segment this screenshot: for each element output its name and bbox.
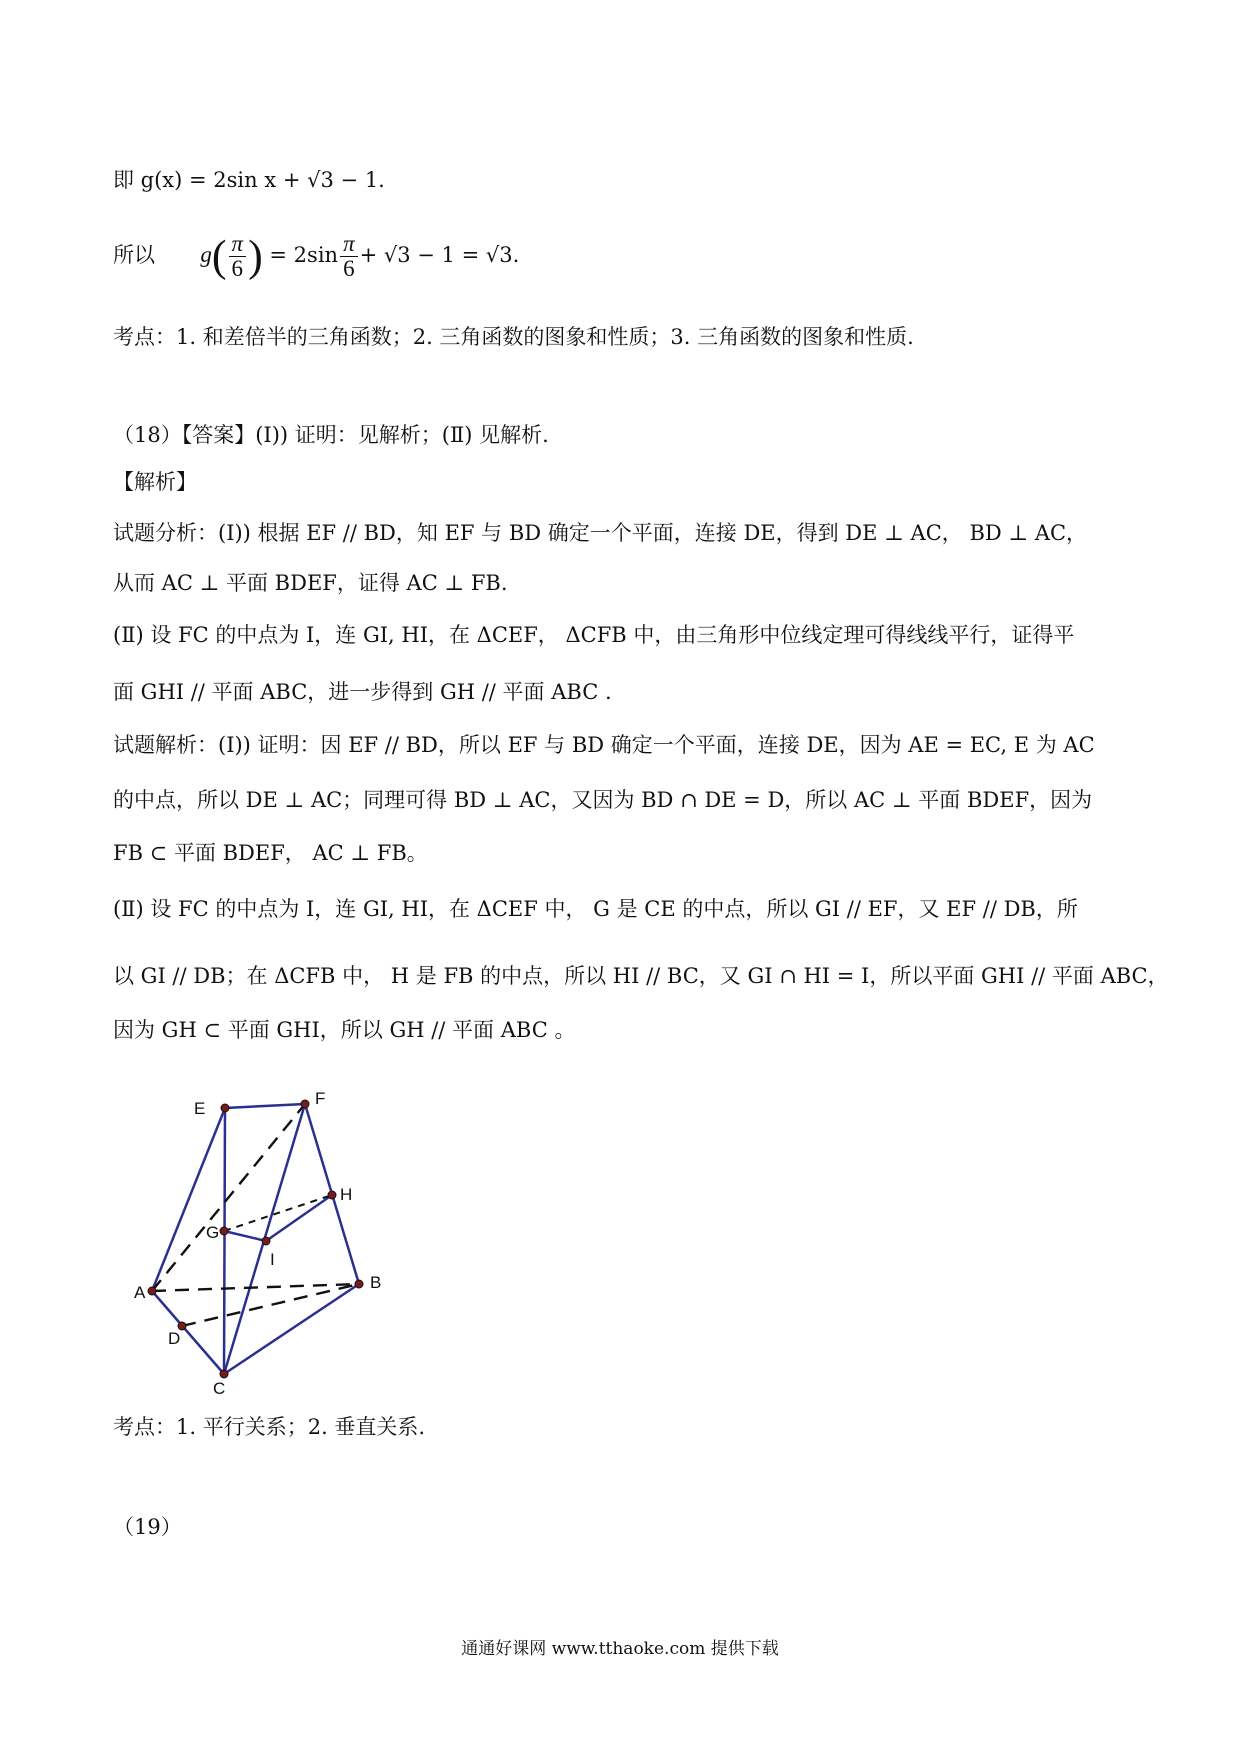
line-kaodian-1: 考点：1. 和差倍半的三角函数；2. 三角函数的图象和性质；3. 三角函数的图象和性质. <box>113 325 914 349</box>
page-footer: 通通好课网 www.tthaoke.com 提供下载 <box>461 1639 779 1659</box>
fraction-pi-6-b: $\frac{\pi}{6}$ <box>340 232 358 281</box>
label-D: D <box>168 1329 181 1348</box>
point-B <box>355 1280 363 1288</box>
label-F: F <box>315 1089 326 1108</box>
point-C <box>220 1370 228 1378</box>
point-G <box>220 1227 228 1235</box>
line-answer-18: （18）【答案】(Ⅰ)) 证明：见解析；(Ⅱ) 见解析. <box>113 423 549 447</box>
edge-GH-dashed <box>224 1195 332 1231</box>
label-E: E <box>194 1099 206 1118</box>
line-g-def: 即 g(x) = 2sin x + √3 − 1. <box>113 168 385 192</box>
line-analysis-2: 从而 AC ⊥ 平面 BDEF，证得 AC ⊥ FB. <box>113 571 508 595</box>
line-prefix: 所以 <box>113 243 155 267</box>
line-solution-6: 因为 GH ⊂ 平面 GHI，所以 GH // 平面 ABC 。 <box>113 1018 576 1042</box>
point-E <box>221 1104 229 1112</box>
point-A <box>148 1287 156 1295</box>
point-H <box>328 1191 336 1199</box>
edge-AB-dashed <box>152 1284 359 1291</box>
line-jiexi-heading: 【解析】 <box>113 470 197 494</box>
line-kaodian-2: 考点：1. 平行关系；2. 垂直关系. <box>113 1415 426 1439</box>
label-B: B <box>370 1273 382 1292</box>
label-H: H <box>340 1185 353 1204</box>
edge-CB <box>224 1284 359 1374</box>
edge-AC <box>152 1291 224 1374</box>
line-solution-5: 以 GI // DB；在 ΔCFB 中， H 是 FB 的中点，所以 HI // BC，又 GI ∩ HI = I，所以平面 GHI // 平面 ABC， <box>113 964 1169 988</box>
label-C: C <box>213 1379 226 1398</box>
formula-mid: = 2sin <box>269 243 339 267</box>
edge-EF <box>225 1104 305 1108</box>
func-g: g <box>200 242 212 267</box>
line-solution-4: (Ⅱ) 设 FC 的中点为 I，连 GI, HI，在 ΔCEF 中， G 是 CE 的中点，所以 GI // EF，又 EF // DB，所 <box>113 897 1078 921</box>
line-analysis-3: (Ⅱ) 设 FC 的中点为 I，连 GI, HI，在 ΔCEF， ΔCFB 中，由三角形中位线定理可得线线平行，证得平 <box>113 623 1075 647</box>
label-I: I <box>270 1250 275 1269</box>
edge-DB-dashed <box>182 1284 359 1326</box>
line-solution-3: FB ⊂ 平面 BDEF， AC ⊥ FB。 <box>113 841 428 865</box>
line-solution-2: 的中点，所以 DE ⊥ AC；同理可得 BD ⊥ AC，又因为 BD ∩ DE = D，所以 AC ⊥ 平面 BDEF，因为 <box>113 788 1093 812</box>
point-F <box>301 1100 309 1108</box>
line-g-pi6: 所以 g( $\frac{\pi}{6}$ ) = 2sin $\frac{\pi}{6}$ + √3 − 1 = √3. <box>113 231 520 281</box>
line-analysis-4: 面 GHI // 平面 ABC，进一步得到 GH // 平面 ABC . <box>113 680 612 704</box>
fraction-pi-6: $\frac{\pi}{6}$ <box>229 232 247 281</box>
label-A: A <box>134 1283 146 1302</box>
formula-tail: + √3 − 1 = √3. <box>359 243 520 267</box>
line-question-19: （19） <box>113 1515 182 1539</box>
edge-EA <box>152 1108 225 1291</box>
edge-GI <box>224 1231 266 1241</box>
label-G: G <box>206 1223 220 1242</box>
edge-EC <box>224 1108 225 1374</box>
line-analysis-1: 试题分析：(Ⅰ)) 根据 EF // BD，知 EF 与 BD 确定一个平面，连接 DE，得到 DE ⊥ AC， BD ⊥ AC， <box>113 521 1088 545</box>
point-I <box>262 1237 270 1245</box>
edge-AF-dashed <box>152 1104 305 1291</box>
geometry-figure <box>130 1080 410 1400</box>
line-solution-1: 试题解析：(Ⅰ)) 证明：因 EF // BD，所以 EF 与 BD 确定一个平面，连接 DE，因为 AE = EC, E 为 AC <box>113 733 1095 757</box>
